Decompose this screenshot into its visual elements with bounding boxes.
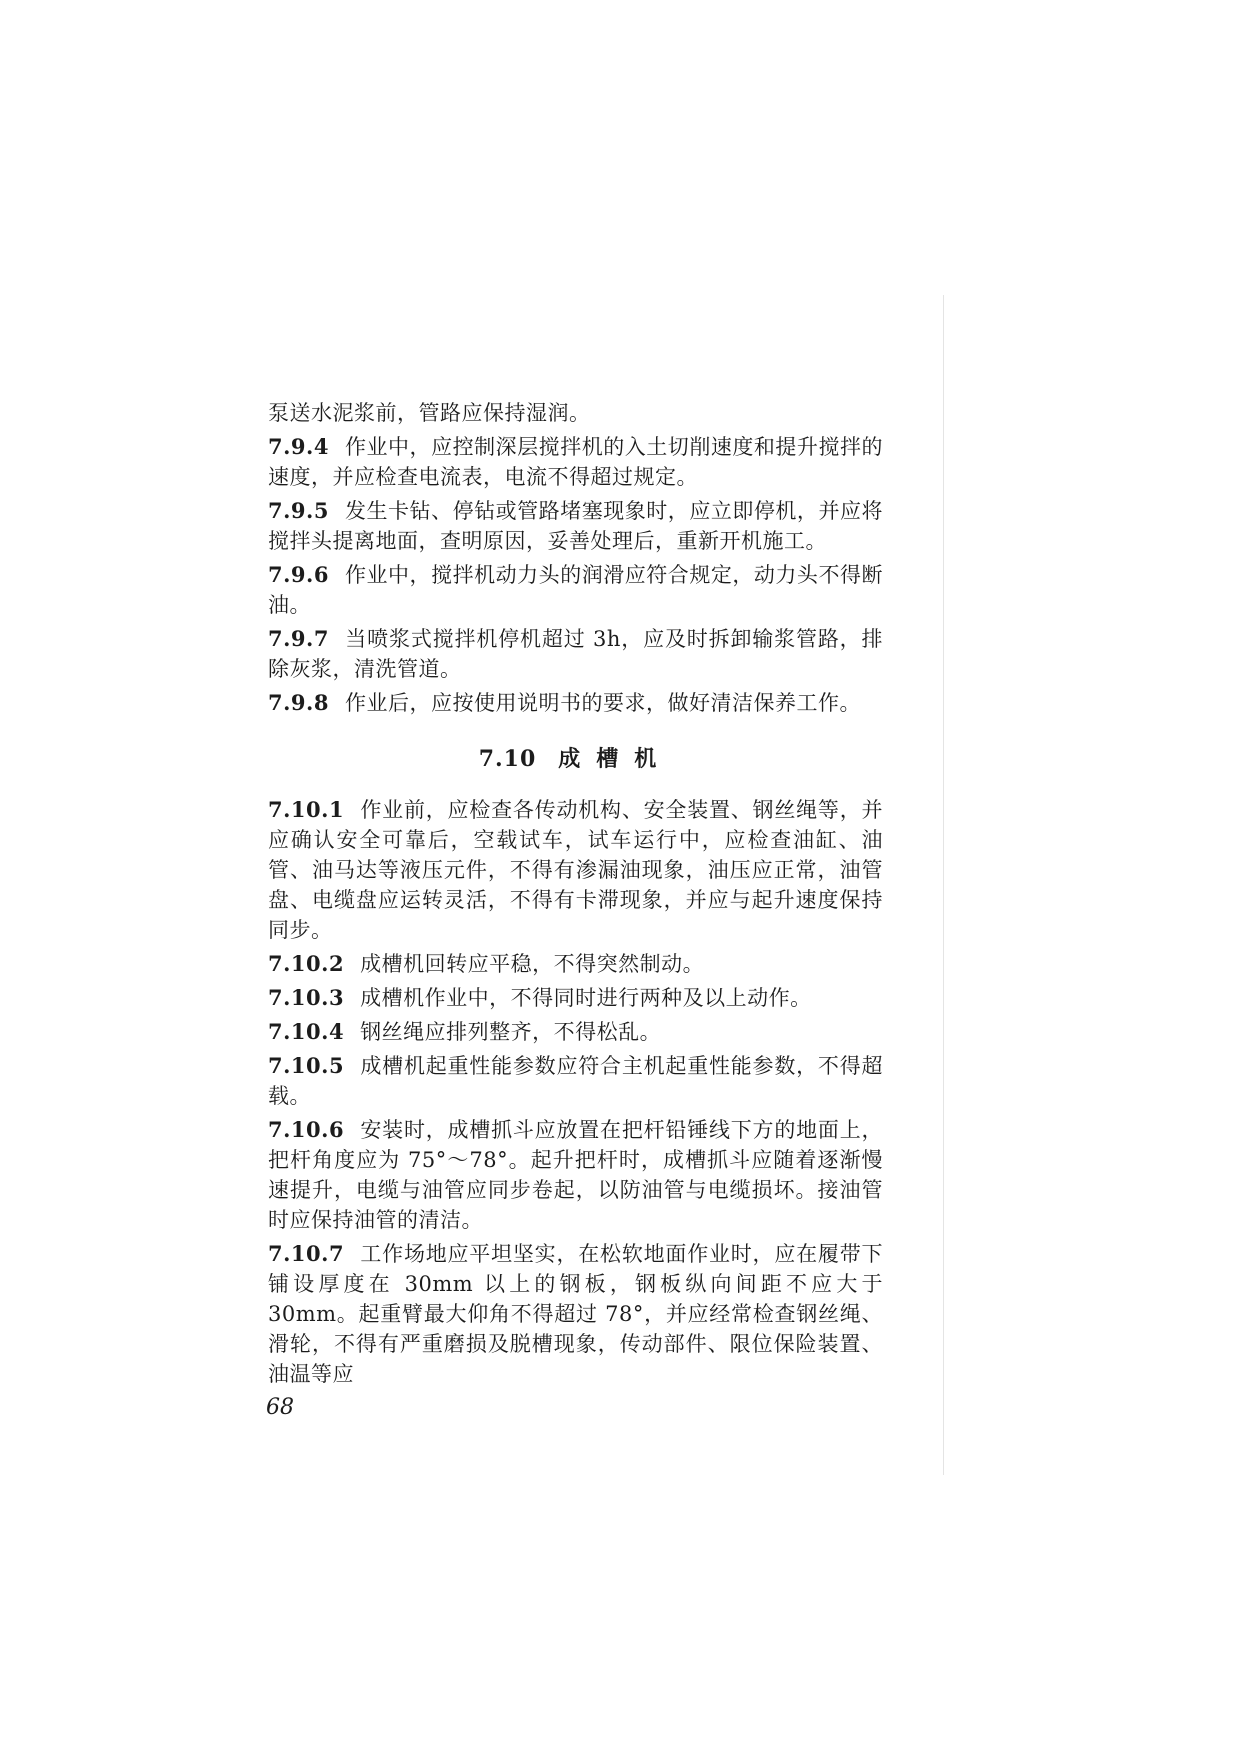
clause-number: 7.10.2: [268, 951, 345, 976]
clause-number: 7.10.1: [268, 797, 345, 822]
clause-number: 7.9.4: [268, 434, 329, 459]
clause-text: 成槽机起重性能参数应符合主机起重性能参数，不得超载。: [268, 1054, 883, 1108]
body-text: [268, 398, 883, 1393]
clause-text: 安装时，成槽抓斗应放置在把杆铅锤线下方的地面上，把杆角度应为 75°～78°。起升把杆时，成槽抓斗应随着逐渐慢速提升，电缆与油管应同步卷起，以防油管与电缆损坏。接油管时应保持油管的清洁。: [268, 1118, 883, 1232]
clause-7-9-5: [268, 496, 883, 556]
clause-number: 7.9.7: [268, 626, 329, 651]
page-edge-line: [943, 295, 944, 1475]
clause-text: 成槽机回转应平稳，不得突然制动。: [360, 952, 705, 976]
clause-text: 作业中，搅拌机动力头的润滑应符合规定，动力头不得断油。: [268, 563, 883, 617]
clause-number: 7.9.6: [268, 562, 329, 587]
clause-number: 7.9.5: [268, 498, 329, 523]
clause-text: 钢丝绳应排列整齐，不得松乱。: [360, 1020, 662, 1044]
clause-7-10-4: [268, 1017, 883, 1047]
clause-7-10-6: [268, 1115, 883, 1235]
clause-number: 7.10.4: [268, 1019, 345, 1044]
clause-7-10-3: [268, 983, 883, 1013]
clause-7-10-7: [268, 1239, 883, 1389]
clause-number: 7.10.7: [268, 1241, 345, 1266]
section-title: 成槽机: [558, 746, 673, 772]
clause-text: 作业后，应按使用说明书的要求，做好清洁保养工作。: [344, 691, 861, 715]
section-heading: [268, 742, 883, 773]
clause-number: 7.10.3: [268, 985, 345, 1010]
clause-text: 当喷浆式搅拌机停机超过 3h，应及时拆卸输浆管路，排除灰浆，清洗管道。: [268, 627, 883, 681]
clause-text: 工作场地应平坦坚实，在松软地面作业时，应在履带下铺设厚度在 30mm 以上的钢板，钢板纵向间距不应大于 30mm。起重臂最大仰角不得超过 78°，并应经常检查钢丝绳、滑轮，不得有严重磨损及脱槽现象，传动部件、限位保险装置、油温等应: [268, 1242, 883, 1386]
clause-number: 7.10.6: [268, 1117, 345, 1142]
clause-number: 7.10.5: [268, 1053, 345, 1078]
paragraph: 泵送水泥浆前，管路应保持湿润。: [268, 401, 591, 425]
clause-text: 成槽机作业中，不得同时进行两种及以上动作。: [360, 986, 812, 1010]
clause-7-10-5: [268, 1051, 883, 1111]
clause-7-10-2: [268, 949, 883, 979]
section-number: 7.10: [478, 746, 537, 772]
clause-text: 作业中，应控制深层搅拌机的入土切削速度和提升搅拌的速度，并应检查电流表，电流不得超过规定。: [268, 435, 883, 489]
clause-text: 发生卡钻、停钻或管路堵塞现象时，应立即停机，并应将搅拌头提离地面，查明原因，妥善处理后，重新开机施工。: [268, 499, 883, 553]
clause-7-9-6: [268, 560, 883, 620]
clause-7-9-4: [268, 432, 883, 492]
clause-text: 作业前，应检查各传动机构、安全装置、钢丝绳等，并应确认安全可靠后，空载试车，试车运行中，应检查油缸、油管、油马达等液压元件，不得有渗漏油现象，油压应正常，油管盘、电缆盘应运转灵活，不得有卡滞现象，并应与起升速度保持同步。: [268, 798, 883, 942]
clause-7-10-1: [268, 795, 883, 945]
clause-number: 7.9.8: [268, 690, 329, 715]
clause-7-9-8: [268, 688, 883, 718]
clause-7-9-7: [268, 624, 883, 684]
page-number: 68: [266, 1395, 294, 1420]
